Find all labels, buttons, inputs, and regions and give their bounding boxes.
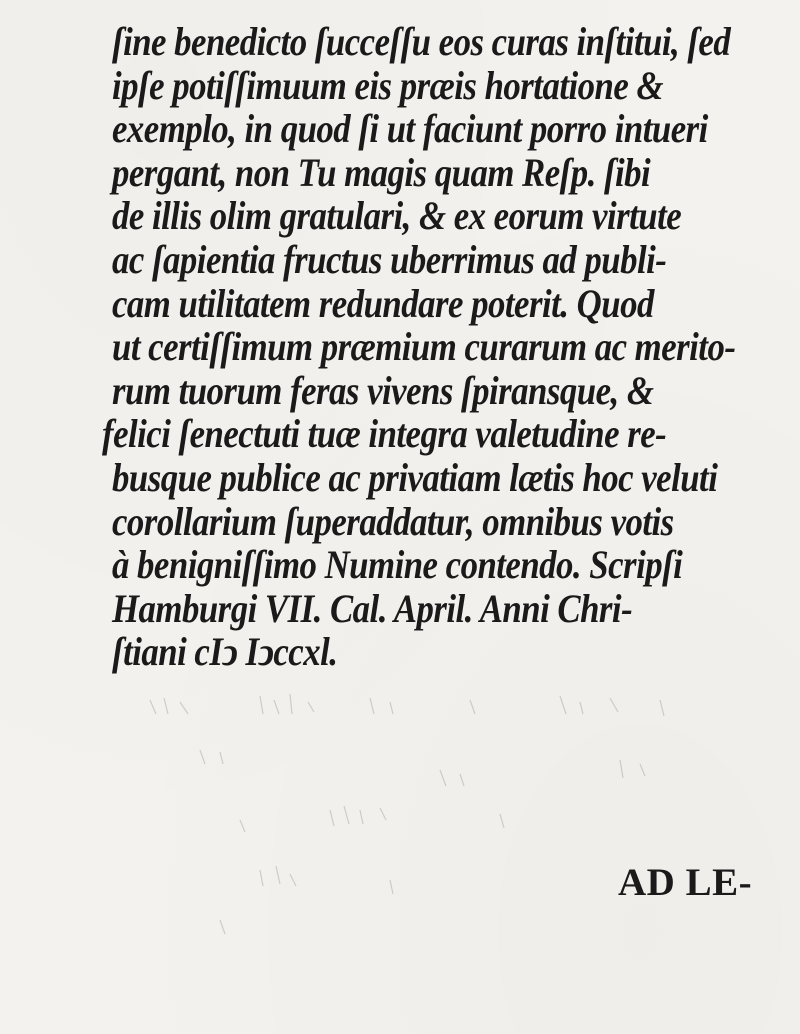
catchword: AD LE- (618, 861, 753, 904)
text-line: à benigniſſimo Numine contendo. Scripſi (112, 542, 683, 588)
text-line: busque publice ac privatiam lætis hoc veluti (112, 454, 718, 500)
text-line: pergant, non Tu magis quam Reſp. ſibi (112, 149, 651, 195)
text-line: felici ſenectuti tuæ integra valetudine re- (102, 411, 667, 457)
text-line: ipſe potiſſimuum eis præis hortatione & (112, 62, 663, 108)
body-text (102, 19, 800, 675)
text-line: corollarium ſuperaddatur, omnibus votis (112, 498, 674, 544)
text-line: ut certiſſimum præmium curarum ac merito- (112, 324, 736, 370)
text-line: rum tuorum feras vivens ſpiransque, & (112, 367, 654, 413)
text-line: ſine benedicto ſucceſſu eos curas inſtitui, ſed (112, 19, 731, 64)
show-through-marks (140, 690, 700, 950)
text-line: de illis olim gratulari, & ex eorum virtute (112, 193, 682, 239)
text-line: cam utilitatem redundare poterit. Quod (112, 280, 654, 326)
text-line: ac ſapientia fructus uberrimus ad publi- (112, 236, 667, 282)
text-line: Hamburgi VII. Cal. April. Anni Chri- (112, 585, 633, 631)
text-line: ſtiani cIↄ Iↄccxl. (112, 629, 338, 675)
text-line: exemplo, in quod ſi ut faciunt porro intueri (112, 106, 708, 152)
